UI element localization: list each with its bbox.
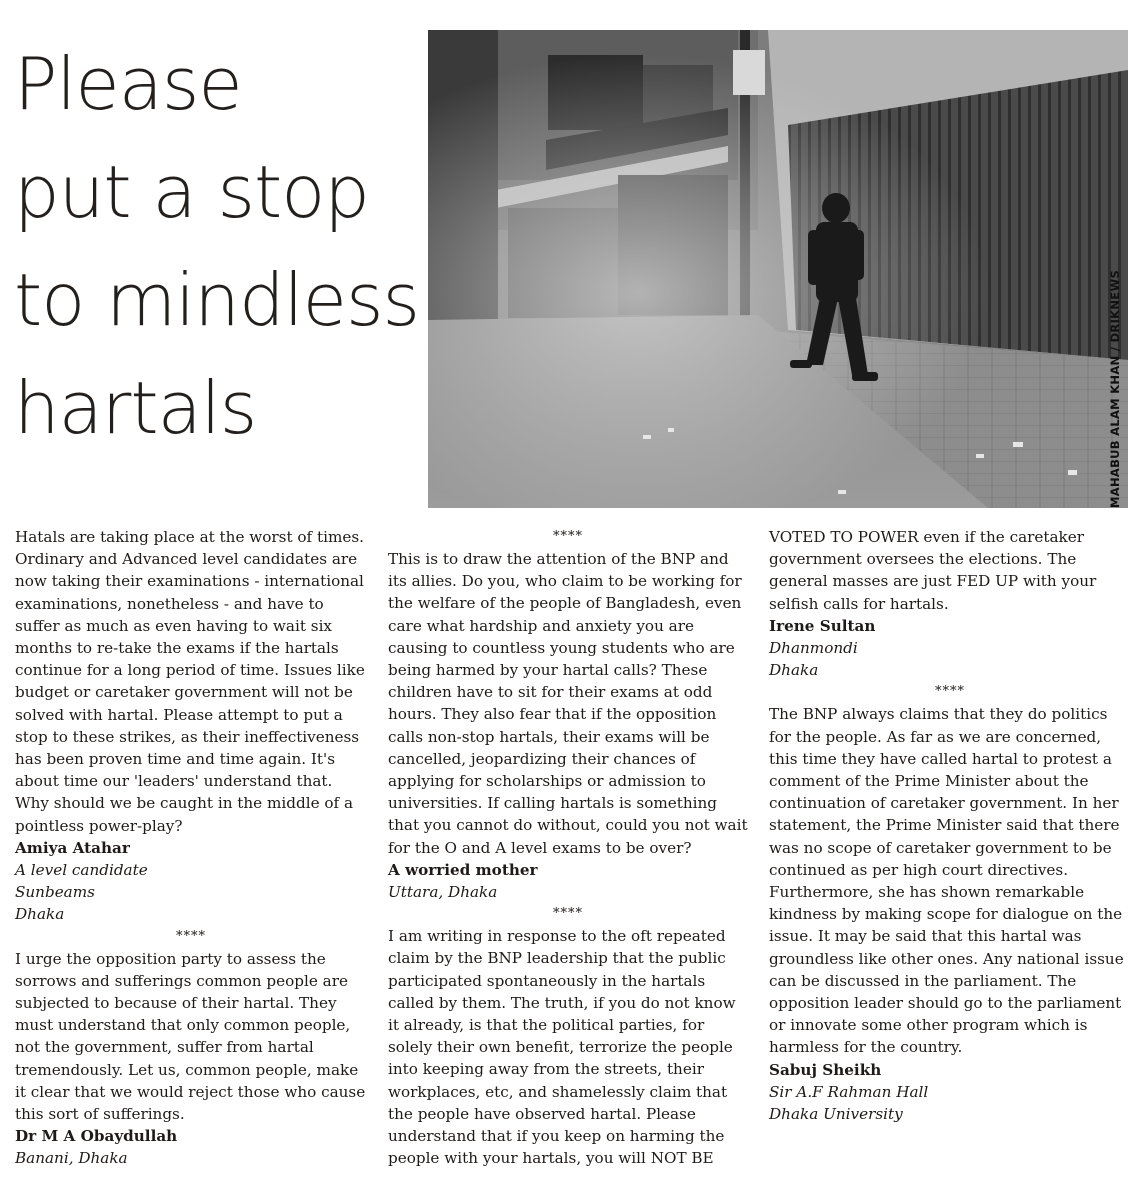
headline-line: hartals bbox=[14, 366, 257, 450]
letter-separator: **** bbox=[553, 529, 583, 544]
letter-separator: **** bbox=[553, 906, 583, 922]
letter-author: Dr M A Obaydullah bbox=[15, 1127, 178, 1146]
letter-body: I urge the opposition party to assess the sorrows and sufferings common people are subjected to because of their hartal. They must understand that only common people, not the government, suffer from hartal tremendously. Let us, common people, make it clear that we would reject those who cause this sort of sufferings. bbox=[15, 949, 366, 1124]
photo-credit: MAHABUB ALAM KHAN / DRIKNEWS bbox=[1108, 269, 1122, 508]
column-2 bbox=[388, 526, 748, 1169]
column-1 bbox=[15, 526, 367, 1170]
letter-location: Banani, Dhaka bbox=[15, 1149, 128, 1168]
headline-line: Please bbox=[14, 42, 242, 126]
letter-author: A worried mother bbox=[388, 860, 538, 879]
letter-body: The BNP always claims that they do politics for the people. As far as we are concerned, this time they have called hartal to protest a comment of the Prime Minister about the continuation of caretaker government. In her statement, the Prime Minister said that there was no scope of caretaker government to be continued as per high court directives. Furthermore, she has shown remarkable kindness by making scope for dialogue on the issue. It may be said that this hartal was groundless like other ones. Any national issue can be discussed in the parliament. The opposition leader should go to the parliament or innovate some other program which is harmless for the country. bbox=[769, 705, 1124, 1057]
letter-location: Dhaka bbox=[769, 661, 819, 680]
letter-separator: **** bbox=[176, 928, 206, 944]
letter-affiliation: Sir A.F Rahman Hall bbox=[769, 1082, 929, 1101]
letter-body: Hatals are taking place at the worst of times. Ordinary and Advanced level candidates are now taking their examinations - international examinations, nonetheless - and have to suffer as much as even having to wait six months to re-take the exams if the hartals continue for a long period of time. Issues like budget or caretaker government will not be solved with hartal. Please attempt to put a stop to these strikes, as their ineffectiveness has been proven time and time again. It's about time our 'leaders' understand that. Why should we be caught in the middle of a pointless power-play? bbox=[15, 528, 365, 835]
letter-location: Dhaka University bbox=[769, 1105, 903, 1124]
letter-location: Sunbeams bbox=[15, 883, 95, 902]
letter-separator: **** bbox=[935, 684, 965, 700]
letter-author: Sabuj Sheikh bbox=[769, 1060, 882, 1079]
headline-line: to mindless bbox=[14, 258, 419, 342]
letter-location: Uttara, Dhaka bbox=[388, 883, 498, 902]
letter-affiliation: A level candidate bbox=[15, 861, 148, 880]
letter-body: I am writing in response to the oft repeated claim by the BNP leadership that the public participated spontaneously in the hartals called by them. The truth, if you do not know it already, is that the political parties, for solely their own benefit, terrorize the people into keeping away from the streets, their workplaces, etc, and shamelessly claim that the people have observed hartal. Please understand that if you keep on harming the people with your hartals, you will NOT BE bbox=[388, 927, 736, 1168]
letter-location: Dhanmondi bbox=[769, 639, 858, 658]
letter-body: This is to draw the attention of the BNP and its allies. Do you, who claim to be working for the welfare of the people of Bangladesh, even care what hardship and anxiety you are causing to countless young students who are being harmed by your hartal calls? These children have to sit for their exams at odd hours. They also fear that if the opposition calls non-stop hartals, their exams will be cancelled, jeopardizing their chances of applying for scholarships or admission to universities. If calling hartals is something that you cannot do without, could you not wait for the O and A level exams to be over? bbox=[388, 550, 748, 857]
headline bbox=[14, 30, 424, 462]
letter-location: Dhaka bbox=[15, 905, 65, 924]
street-photo bbox=[428, 30, 1128, 508]
column-3 bbox=[769, 526, 1131, 1125]
headline-line: put a stop bbox=[14, 150, 369, 234]
letter-body: VOTED TO POWER even if the caretaker government oversees the elections. The general masses are just FED UP with your selfish calls for hartals. bbox=[769, 528, 1097, 613]
letter-author: Amiya Atahar bbox=[15, 838, 130, 857]
letter-author: Irene Sultan bbox=[769, 616, 876, 635]
